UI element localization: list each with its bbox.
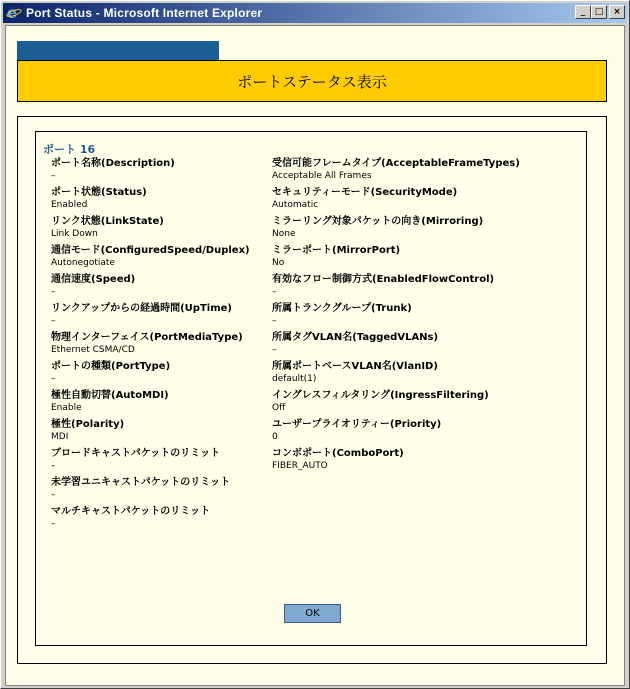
item-label: ユーザープライオリティー(Priority) — [272, 419, 442, 430]
item-value: – — [51, 519, 56, 529]
item-label: リンク状態(LinkState) — [51, 216, 164, 227]
item-value: – — [272, 287, 277, 297]
item-label: ミラーリング対象パケットの向き(Mirroring) — [272, 216, 484, 227]
status-item — [51, 505, 271, 534]
item-value: Off — [272, 403, 286, 413]
item-label: ブロードキャストパケットのリミット — [51, 448, 221, 459]
item-value: Link Down — [51, 229, 98, 239]
item-label: ミラーポート(MirrorPort) — [272, 245, 401, 256]
item-value: Ethernet CSMA/CD — [51, 345, 135, 355]
status-item — [51, 244, 271, 273]
page-header — [17, 60, 607, 102]
outer-panel — [17, 116, 607, 664]
item-label: コンボポート(ComboPort) — [272, 448, 404, 459]
item-value: – — [51, 374, 56, 384]
item-value: Acceptable All Frames — [272, 171, 372, 181]
item-label: マルチキャストパケットのリミット — [51, 506, 211, 517]
item-value: – — [51, 461, 56, 471]
item-label: 通信モード(ConfiguredSpeed/Duplex) — [51, 245, 250, 256]
status-item — [51, 360, 271, 389]
ok-button[interactable]: OK — [284, 604, 341, 623]
item-value: No — [272, 258, 285, 268]
item-label: 有効なフロー制御方式(EnabledFlowControl) — [272, 274, 495, 285]
item-value: – — [272, 345, 277, 355]
item-value: Autonegotiate — [51, 258, 115, 268]
status-item — [272, 157, 582, 186]
status-item — [272, 215, 582, 244]
status-item — [272, 360, 582, 389]
maximize-icon[interactable]: □ — [591, 5, 607, 19]
status-item — [51, 476, 271, 505]
item-value: Enable — [51, 403, 82, 413]
ie-icon: e — [6, 5, 22, 21]
status-item — [272, 418, 582, 447]
left-column — [51, 157, 271, 534]
status-panel — [35, 131, 587, 646]
page-title: ポートステータス表示 — [237, 72, 387, 91]
item-label: イングレスフィルタリング(IngressFiltering) — [272, 390, 489, 401]
item-label: ポート状態(Status) — [51, 187, 147, 198]
close-icon[interactable]: × — [609, 5, 625, 19]
minimize-icon[interactable]: _ — [575, 5, 591, 19]
item-label: 所属タグVLAN名(TaggedVLANs) — [272, 332, 439, 343]
status-item — [51, 186, 271, 215]
status-item — [51, 447, 271, 476]
item-label: ポートの種類(PortType) — [51, 361, 171, 372]
window-title: Port Status - Microsoft Internet Explorer — [26, 6, 263, 20]
item-value: None — [272, 229, 296, 239]
port-heading: ポート 16 — [43, 143, 96, 156]
item-value: Enabled — [51, 200, 88, 210]
item-label: ポート名称(Description) — [51, 158, 175, 169]
status-item — [51, 418, 271, 447]
status-item — [272, 302, 582, 331]
item-value: – — [51, 171, 56, 181]
item-value: – — [51, 316, 56, 326]
item-value: default(1) — [272, 374, 317, 384]
item-value: FIBER_AUTO — [272, 461, 328, 471]
right-column — [272, 157, 582, 476]
item-label: 所属トランクグループ(Trunk) — [272, 303, 412, 314]
status-item — [51, 302, 271, 331]
status-item — [51, 273, 271, 302]
status-item — [51, 157, 271, 186]
item-value: – — [272, 316, 277, 326]
title-bar[interactable] — [3, 3, 627, 23]
item-label: セキュリティーモード(SecurityMode) — [272, 187, 458, 198]
item-value: 0 — [272, 432, 278, 442]
status-item — [272, 331, 582, 360]
item-label: リンクアップからの経過時間(UpTime) — [51, 303, 232, 314]
item-label: 所属ポートベースVLAN名(VlanID) — [272, 361, 438, 372]
status-item — [272, 244, 582, 273]
item-value: – — [51, 490, 56, 500]
item-label: 受信可能フレームタイプ(AcceptableFrameTypes) — [272, 158, 520, 169]
status-item — [272, 273, 582, 302]
item-label: 物理インターフェイス(PortMediaType) — [51, 332, 243, 343]
item-label: 極性自動切替(AutoMDI) — [51, 390, 169, 401]
window-controls — [575, 5, 625, 19]
item-value: MDI — [51, 432, 69, 442]
header-tab — [17, 41, 219, 60]
status-item — [51, 331, 271, 360]
item-label: 通信速度(Speed) — [51, 274, 136, 285]
item-value: – — [51, 287, 56, 297]
status-item — [272, 447, 582, 476]
page-content — [5, 25, 625, 686]
status-item — [51, 389, 271, 418]
item-value: Automatic — [272, 200, 319, 210]
status-item — [51, 215, 271, 244]
status-item — [272, 186, 582, 215]
item-label: 未学習ユニキャストパケットのリミット — [51, 477, 231, 488]
status-item — [272, 389, 582, 418]
item-label: 極性(Polarity) — [51, 419, 125, 430]
